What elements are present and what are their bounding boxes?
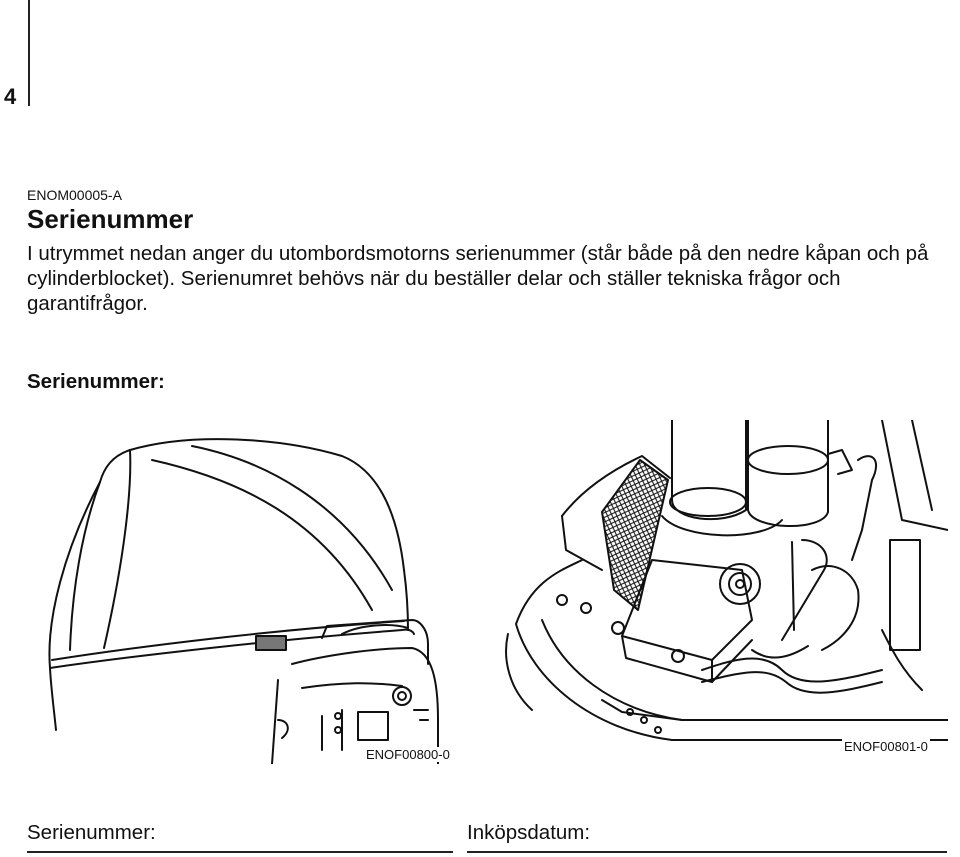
body-paragraph: I utrymmet nedan anger du utombordsmotorns serienummer (står både på den nedre kåpan och på cylinderblocket). Serienumret behövs när du beställer delar och ställer tekniska frågor och garantifrågor. <box>27 242 929 315</box>
serial-number-label: Serienummer: <box>27 370 165 393</box>
purchase-date-write-line <box>467 851 947 853</box>
outboard-cowling-illustration <box>42 420 460 764</box>
margin-rule <box>28 0 30 106</box>
figure-code: ENOF00801-0 <box>844 739 928 754</box>
figure-engine-block <box>502 420 948 764</box>
purchase-date-field-label: Inköpsdatum: <box>467 821 591 844</box>
engine-block-illustration <box>502 420 948 764</box>
figure-outboard-cowling <box>42 420 460 764</box>
page-number: 4 <box>4 84 17 109</box>
section-heading: Serienummer <box>27 204 194 234</box>
serial-number-field-label: Serienummer: <box>27 821 156 844</box>
document-code: ENOM00005-A <box>27 187 122 203</box>
serial-number-write-line <box>27 851 453 853</box>
figure-code: ENOF00800-0 <box>366 747 450 762</box>
